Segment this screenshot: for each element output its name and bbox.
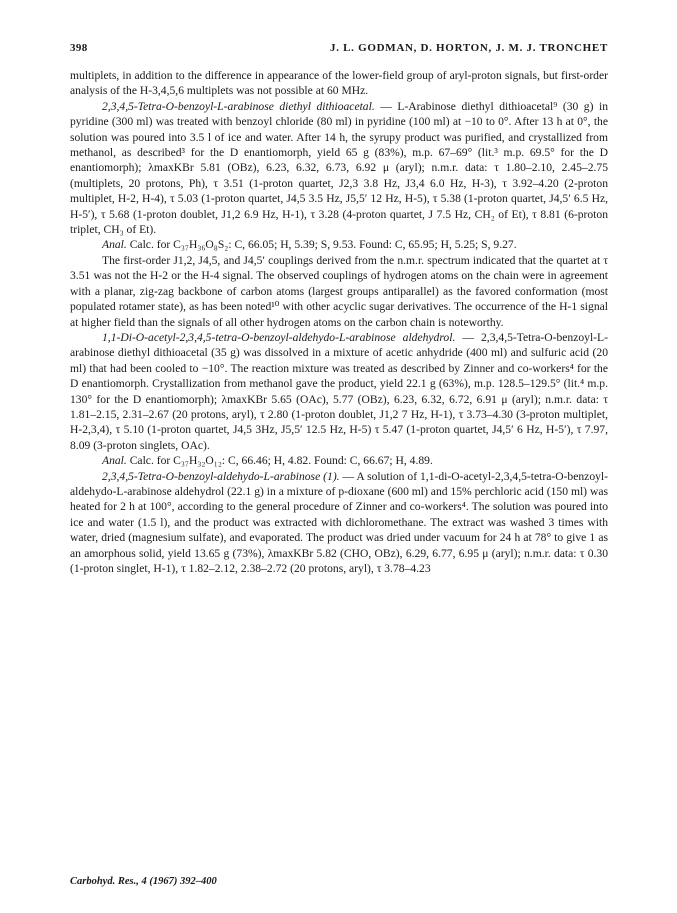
paragraph	[70, 330, 608, 453]
paragraph-text: Calc. for C₃₇H₃₆O₈S₂: C, 66.05; H, 5.39; S, 9.53. Found: C, 65.95; H, 5.25; S, 9.27.	[126, 238, 517, 252]
paragraph-title: 1,1-Di-O-acetyl-2,3,4,5-tetra-O-benzoyl-aldehydo-L-arabinose aldehydrol.	[102, 330, 456, 344]
paragraph-title: 2,3,4,5-Tetra-O-benzoyl-L-arabinose diethyl dithioacetal.	[102, 99, 375, 113]
paragraph	[70, 68, 608, 99]
paragraph	[70, 237, 608, 252]
paragraph	[70, 99, 608, 238]
paragraph-text: — 2,3,4,5-Tetra-O-benzoyl-L-arabinose diethyl dithioacetal (35 g) was dissolved in a mixture of acetic anhydride (400 ml) and sulfuric acid (20 ml) that had been cooled to −10°. The reaction mixture was treated as described by Zinner and co-workers⁴ for the D enantiomorph. Crystallization from methanol gave the product, yield 22.1 g (63%), m.p. 128.5–129.5° (lit.⁴ m.p. 130° for the D enantiomorph); λmaxKBr 5.65 (OAc), 5.77 (OBz), 6.23, 6.32, 6.72, 6.91 μ (aryl); n.m.r. data: τ 1.81–2.15, 2.31–2.67 (20 protons, aryl), τ 2.80 (1-proton doublet, J1,2 7 Hz, H-1), τ 3.73–4.30 (3-proton multiplet, H-2,3,4), τ 5.10 (1-proton quartet, J4,5 3Hz, J5,5′ 12.5 Hz, H-5) τ 5.47 (1-proton quartet, J4,5′ 6 Hz, H-5′), τ 7.97, 8.09 (3-proton singlets, OAc).	[70, 330, 608, 452]
paragraph-text: The first-order J1,2, J4,5, and J4,5′ couplings derived from the n.m.r. spectrum indicated that the quartet at τ 3.51 was not the H-2 or the H-4 signal. The observed couplings of hydrogen atoms on the chain were in agreement with a planar, zig-zag backbone of carbon atoms (largest groups antiparallel) as the favored conformation (most populated rotamer state), as has been noted¹⁰ with other acyclic sugar derivatives. The occurrence of the H-1 signal at higher field than the signals of all other hydrogen atoms on the carbon chain is noteworthy.	[70, 253, 608, 329]
paragraph	[70, 469, 608, 577]
paragraph-title: Anal.	[102, 454, 127, 468]
paragraph-title: 2,3,4,5-Tetra-O-benzoyl-aldehydo-L-arabinose (1).	[102, 469, 340, 483]
journal-citation: Carbohyd. Res., 4 (1967) 392–400	[70, 876, 217, 887]
article-body	[70, 68, 608, 576]
paragraph	[70, 453, 608, 468]
running-head-authors: J. L. GODMAN, D. HORTON, J. M. J. TRONCHET	[330, 42, 608, 54]
paragraph-text: multiplets, in addition to the difference in appearance of the lower-field group of aryl-proton signals, but first-order analysis of the H-3,4,5,6 multiplets was not possible at 60 MHz.	[70, 69, 608, 98]
paragraph-text: Calc. for C₃₇H₃₂O₁₂: C, 66.46; H, 4.82. Found: C, 66.67; H, 4.89.	[126, 454, 433, 468]
page-number: 398	[70, 42, 88, 54]
paragraph-text: — A solution of 1,1-di-O-acetyl-2,3,4,5-tetra-O-benzoyl-aldehydo-L-arabinose aldehydrol (22.1 g) in a mixture of p-dioxane (600 ml) and 15% perchloric acid (150 ml) was heated for 2 h at 100°, according to the general procedure of Zinner and co-workers⁴. The solution was poured into ice and water (1.5 l), and the product was extracted with dichloromethane. The extract was washed 3 times with water, dried (magnesium sulfate), and evaporated. The product was dried under vacuum for 24 h at 78° to give 1 as an amorphous solid, yield 13.65 g (73%), λmaxKBr 5.82 (CHO, OBz), 6.29, 6.77, 6.95 μ (aryl); n.m.r. data: τ 0.30 (1-proton singlet, H-1), τ 1.82–2.12, 2.38–2.72 (20 protons, aryl), τ 3.78–4.23	[70, 469, 608, 575]
paragraph-title: Anal.	[102, 238, 127, 252]
running-header	[70, 42, 608, 58]
paragraph-text: — L-Arabinose diethyl dithioacetal⁹ (30 g) in pyridine (300 ml) was treated with benzoyl chloride (80 ml) in pyridine (100 ml) at −10 to 0°. After 13 h at 0°, the solution was poured into 3.5 l of ice and water. After 14 h, the syrupy product was purified, and crystallized from methanol, as described³ for the D enantiomorph, yield 65 g (83%), m.p. 67–69° (lit.³ m.p. 69.5° for the D enantiomorph); λmaxKBr 5.81 (OBz), 6.23, 6.32, 6.73, 6.92 μ (aryl); n.m.r. data: τ 1.80–2.10, 2.45–2.75 (multiplets, 20 protons, Ph), τ 3.51 (1-proton quartet, J2,3 3.8 Hz, J3,4 6.0 Hz, H-3), τ 3.92–4.20 (2-proton multiplet, H-2, H-4), τ 5.03 (1-proton quartet, J4,5 3.5 Hz, J5,5′ 12 Hz, H-5), τ 5.38 (1-proton quartet, J4,5′ 6.5 Hz, H-5′), τ 5.68 (1-proton doublet, J1,2 6.9 Hz, H-1), τ 3.28 (4-proton quartet, J 7.5 Hz, CH₂ of Et), τ 8.81 (6-proton triplet, CH₃ of Et).	[70, 99, 608, 237]
paragraph	[70, 253, 608, 330]
